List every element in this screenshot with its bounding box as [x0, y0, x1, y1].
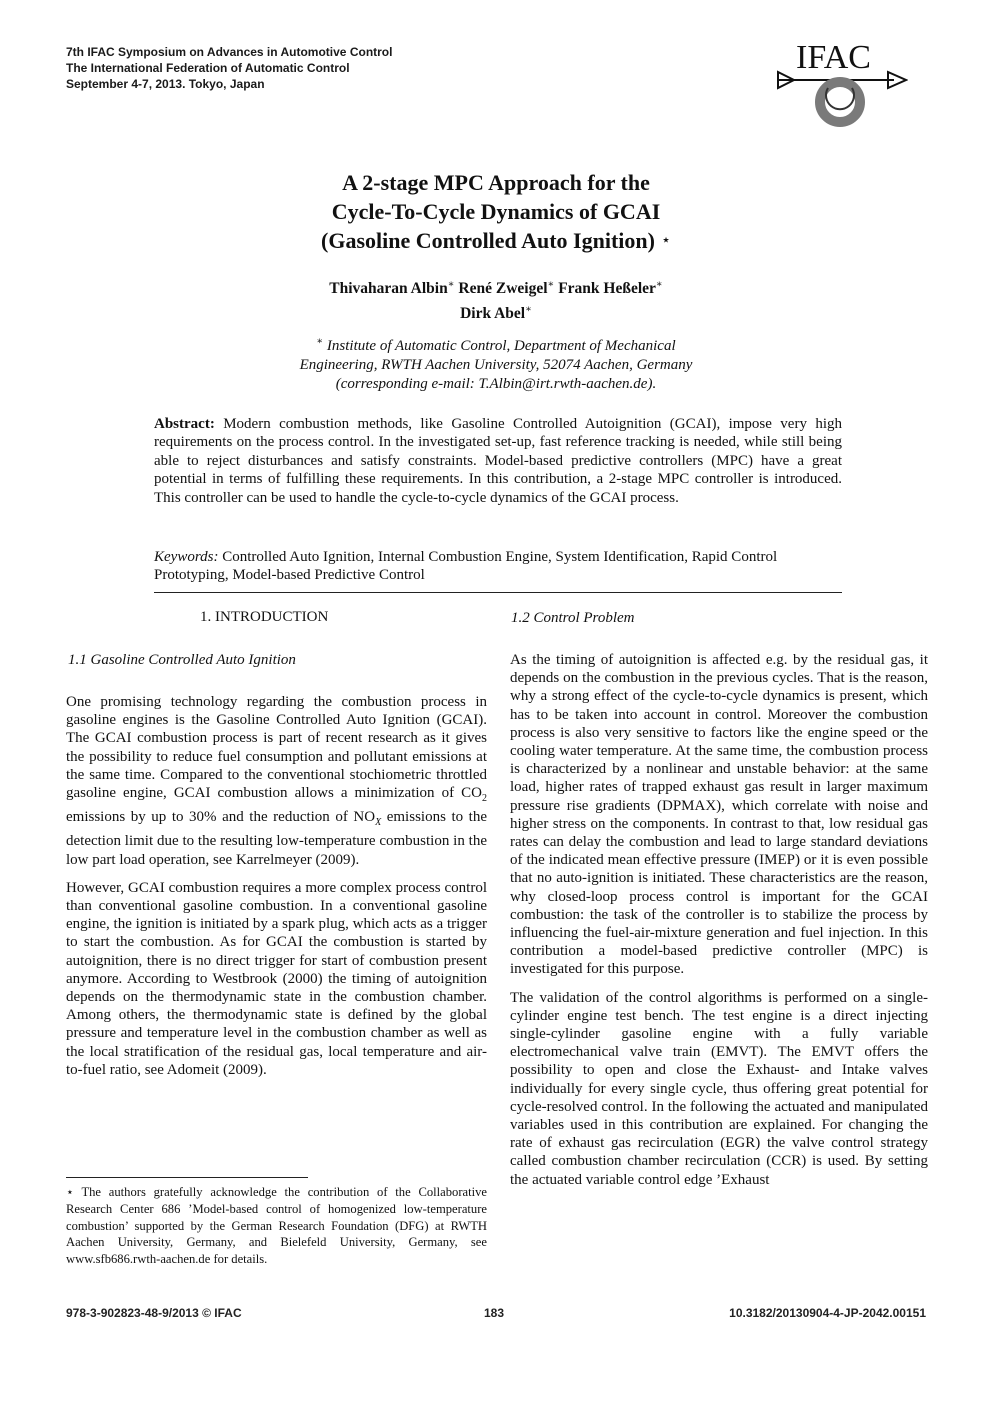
paragraph: As the timing of autoignition is affected e.g. by the residual gas, it depends on the combustion in the previous cycles. That is the reason, why a strong effect of the cycle-to-cycle dynamics is present, which has to be taken into account in control. Moreover the combustion process is also very sensitive to factors like the engine speed or the cooling water temperature. At the same time, the combustion process is characterized by a nonlinear and unstable behavior: at the same load, higher rates of trapped exhaust gas result in larger maximum pressure rise gradients (DPMAX), which correlate with noise and higher stress on the components. In contrast to that, low residual gas rates can delay the combustion and lead to large standard deviations of the indicated mean effective pressure (IMEP) or it is even possible that no auto-ignition is initiated. These characteristics are the reason, why closed-loop process control is important for the GCAI combustion: the task of the controller is to stabilize the process by influencing the fuel-air-mixture generation and fuel injection. In this contribution a model-based predictive controller (MPC) is investigated for this purpose. [510, 652, 928, 978]
conference-line: 7th IFAC Symposium on Advances in Automotive Control [66, 45, 393, 59]
footer-doi: 10.3182/20130904-4-JP-2042.00151 [729, 1306, 926, 1320]
subscript: X [375, 817, 382, 829]
conference-info [66, 44, 392, 92]
section-heading-introduction: 1. INTRODUCTION [200, 609, 329, 625]
paragraph-text: One promising technology regarding the combustion process in gasoline engines is the Gasoline Controlled Auto Ignition (GCAI). The GCAI combustion process is part of recent research as it gives the possibility to reduce fuel consumption and pollutant emissions at the same time. Compared to the conventional stochiometric throttled gasoline engine, GCAI combustion allows a minimization of CO [66, 694, 487, 802]
subscript: 2 [482, 793, 487, 805]
author-mark: ∗ [525, 304, 532, 316]
paragraph-text: emissions to the detection limit due to the resulting low-temperature combustion in the low part load operation, see Karrelmeyer (2009). [66, 809, 488, 868]
conference-line: September 4-7, 2013. Tokyo, Japan [66, 77, 265, 91]
paragraph [66, 693, 487, 869]
affiliation-text: Institute of Automatic Control, Department of Mechanical [326, 338, 676, 354]
abstract-text: Modern combustion methods, like Gasoline Controlled Autoignition (GCAI), impose very high requirements on the process control. In the investigated set-up, fast reference tracking is needed, while still being able to reject disturbances and satisfy constraints. Model-based predictive controllers (MPC) have a great potential in terms of fulfilling these requirements. In this contribution, a 2-stage MPC controller is introduced. This controller can be used to handle the cycle-to-cycle dynamics of the GCAI process. [154, 416, 842, 506]
title-line [196, 226, 796, 255]
right-column [510, 651, 928, 1189]
footer-isbn: 978-3-902823-48-9/2013 © IFAC [66, 1306, 242, 1320]
ifac-logo-ring [820, 82, 860, 122]
author-mark: ∗ [547, 279, 555, 290]
author-name: Dirk Abel [460, 305, 526, 323]
footnote-mark: ⋆ [66, 1185, 74, 1199]
affiliation-mark: ∗ [316, 336, 324, 347]
left-column [66, 693, 487, 1079]
footnote-divider [66, 1177, 308, 1178]
keywords-label: Keywords: [154, 549, 219, 565]
author-name: René Zweigel [458, 280, 548, 298]
keywords-text: Controlled Auto Ignition, Internal Combustion Engine, System Identification, Rapid Control Prototyping, Model-based Predictive Control [154, 549, 778, 584]
author-name: Frank Heßeler [558, 280, 656, 298]
title-line: A 2-stage MPC Approach for the [342, 170, 650, 195]
paper-title [196, 168, 796, 255]
author-mark: ∗ [655, 279, 663, 290]
abstract-divider [154, 592, 842, 593]
footnote-text: The authors gratefully acknowledge the contribution of the Collaborative Research Center 686 ’Model-based control of homogenized low-temperature combustion’ supported by the German Research Foundation (DFG) at RWTH Aachen University, Germany, and Bielefeld University, Germany, see www.sfb686.rwth-aachen.de for details. [66, 1185, 487, 1267]
author-mark: ∗ [447, 279, 455, 290]
paragraph-text: emissions by up to 30% and the reduction of NO [66, 809, 376, 826]
subsection-heading-control-problem: 1.2 Control Problem [511, 610, 635, 626]
affiliation-line: Engineering, RWTH Aachen University, 52074 Aachen, Germany [299, 357, 693, 373]
abstract [154, 415, 842, 507]
title-footnote-mark: ⋆ [660, 232, 671, 249]
affiliation [196, 332, 796, 394]
author-name: Thivaharan Albin [329, 280, 448, 298]
ifac-logo [776, 38, 908, 128]
affiliation-line: (corresponding e-mail: T.Albin@irt.rwth-aachen.de). [335, 376, 657, 392]
paragraph: The validation of the control algorithms is performed on a single-cylinder engine test bench. The test engine is a direct injecting single-cylinder gasoline engine with a fully variable electromechanical valve train (EMVT). The EMVT offers the possibility to open and close the Exhaust- and Intake valves individually for every single cycle, thus offering great potential for cycle-resolved control. In the following the actuated and manipulated variables used in this contribution are explained. For changing the rate of exhaust gas recirculation (EGR) the valve control strategy called combustion chamber recirculation (CCR) is used. By setting the actuated variable control edge ’Exhaust [510, 989, 928, 1188]
title-line-text: (Gasoline Controlled Auto Ignition) [321, 228, 655, 253]
keywords [154, 548, 842, 585]
ifac-logo-text: IFAC [796, 39, 871, 76]
author-line [196, 274, 796, 299]
author-line [196, 299, 796, 324]
abstract-label: Abstract: [154, 416, 215, 432]
footer-page-number: 183 [484, 1306, 505, 1320]
paragraph: However, GCAI combustion requires a more complex process control than conventional gasoline combustion. In a conventional gasoline engine, the ignition is initiated by a spark plug, which acts as a trigger to start the combustion. As for GCAI the combustion is started by autoignition, there is no direct trigger for start of combustion present anymore. According to Westbrook (2000) the timing of autoignition depends on the thermodynamic state in the combustion chamber. Among others, the thermodynamic state is defined by the global pressure and temperature level in the combustion chamber as well as the local stratification of the residual gas, local temperature and air-to-fuel ratio, see Adomeit (2009). [66, 879, 487, 1078]
ifac-logo-ring-inner [826, 88, 854, 109]
subsection-heading-gcai: 1.1 Gasoline Controlled Auto Ignition [68, 652, 296, 668]
title-line: Cycle-To-Cycle Dynamics of GCAI [331, 199, 661, 224]
conference-line: The International Federation of Automatic Control [66, 61, 350, 75]
affiliation-line [196, 332, 796, 356]
author-list [196, 274, 796, 324]
footnote [66, 1184, 487, 1268]
